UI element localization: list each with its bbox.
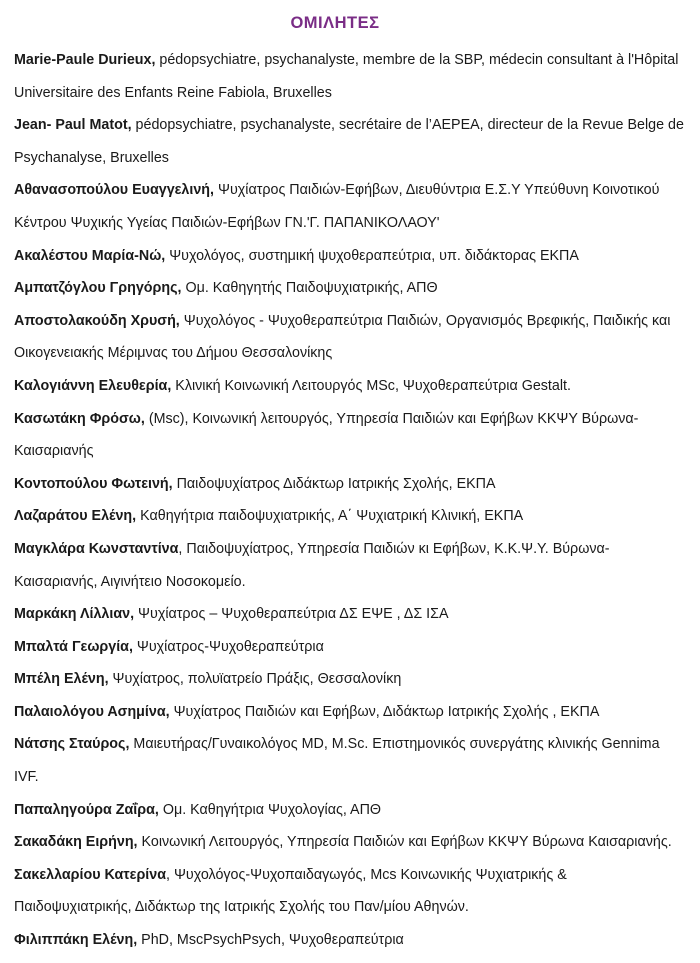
page-title: ΟΜΙΛΗΤΕΣ xyxy=(290,14,380,32)
speaker-entry xyxy=(14,240,686,273)
speaker-name: Σακαδάκη Ειρήνη, xyxy=(14,834,138,851)
speaker-name: Κοντοπούλου Φωτεινή, xyxy=(14,475,173,492)
speaker-description: Παιδοψυχίατρος Διδάκτωρ Ιατρικής Σχολής, ΕΚΠΑ xyxy=(172,475,496,492)
speaker-description: pédopsychiatre, psychanalyste, membre de la SBP, médecin consultant à l'Hôpital Universitaire des Enfants Reine Fabiola, Bruxelles xyxy=(14,52,679,101)
speaker-entry xyxy=(14,370,686,403)
speaker-name: Νάτσης Σταύρος, xyxy=(14,736,130,753)
speaker-entry xyxy=(14,500,686,533)
speaker-description: Ψυχίατρος, πολυϊατρείο Πράξις, Θεσσαλονίκη xyxy=(108,671,402,688)
speaker-name: Σακελλαρίου Κατερίνα xyxy=(14,866,166,883)
speaker-description: Ψυχολόγος, συστημική ψυχοθεραπεύτρια, υπ. διδάκτορας ΕΚΠΑ xyxy=(165,247,579,264)
speaker-name: Φιλιππάκη Ελένη, xyxy=(14,932,138,949)
speaker-description: Ψυχίατρος Παιδιών και Εφήβων, Διδάκτωρ Ιατρικής Σχολής , ΕΚΠΑ xyxy=(169,703,600,720)
speaker-name: Λαζαράτου Ελένη, xyxy=(14,508,137,525)
speaker-description: Ψυχολόγος - Ψυχοθεραπεύτρια Παιδιών, Οργανισμός Βρεφικής, Παιδικής και Οικογενειακής Μέριμνας του Δήμου Θεσσαλονίκης xyxy=(14,312,671,362)
speaker-description: Ψυχίατρος-Ψυχοθεραπεύτρια xyxy=(132,638,324,655)
speaker-name: Αποστολακούδη Χρυσή, xyxy=(14,312,180,329)
speaker-description: PhD, MscPsychPsych, Ψυχοθεραπεύτρια xyxy=(137,932,404,949)
speaker-description: Καθηγήτρια παιδοψυχιατρικής, Α΄ Ψυχιατρική Κλινική, ΕΚΠΑ xyxy=(136,508,524,525)
speaker-name: Παπαληγούρα Ζαΐρα, xyxy=(14,801,159,818)
speaker-entry xyxy=(14,859,686,924)
speaker-entry xyxy=(14,533,686,598)
speaker-name: Μαρκάκη Λίλλιαν, xyxy=(14,606,135,623)
speaker-name: Αθανασοπούλου Ευαγγελινή, xyxy=(14,182,215,199)
speaker-description: , Παιδοψυχίατρος, Υπηρεσία Παιδιών κι Εφήβων, Κ.Κ.Ψ.Υ. Βύρωνα-Καισαριανής, Αιγινήτειο Νοσοκομείο. xyxy=(14,540,610,590)
speaker-description: Κοινωνική Λειτουργός, Υπηρεσία Παιδιών και Εφήβων ΚΚΨΥ Βύρωνα Καισαριανής. xyxy=(137,834,672,851)
speaker-name: Ακαλέστου Μαρία-Νώ, xyxy=(14,247,166,264)
speaker-entry xyxy=(14,663,686,696)
speaker-entry xyxy=(14,109,686,174)
speaker-description: Ψυχίατρος Παιδιών-Εφήβων, Διευθύντρια Ε.Σ.Υ Υπεύθυνη Κοινοτικού Κέντρου Ψυχικής Υγείας Παιδιών-Εφήβων ΓΝ.'Γ. ΠΑΠΑΝΙΚΟΛΑΟΥ' xyxy=(14,182,660,231)
speaker-entry xyxy=(14,728,686,793)
speaker-entry xyxy=(14,696,686,729)
speaker-entry xyxy=(14,631,686,664)
speaker-description: Ομ. Καθηγήτρια Ψυχολογίας, ΑΠΘ xyxy=(158,801,382,818)
speaker-description: , Ψυχολόγος-Ψυχοπαιδαγωγός, Mcs Κοινωνικής Ψυχιατρικής & Παιδοψυχιατρικής, Διδάκτωρ της Ιατρικής Σχολής του Παν/μίου Αθηνών. xyxy=(14,866,567,916)
speaker-name: Αμπατζόγλου Γρηγόρης, xyxy=(14,280,182,297)
speaker-description: pédopsychiatre, psychanalyste, secrétaire de l’AEPEA, directeur de la Revue Belge de Psychanalyse, Bruxelles xyxy=(14,117,684,166)
speaker-entry xyxy=(14,826,686,859)
speaker-entry xyxy=(14,174,686,239)
speaker-entry xyxy=(14,598,686,631)
speaker-name: Κασωτάκη Φρόσω, xyxy=(14,410,145,427)
speaker-name: Καλογιάννη Ελευθερία, xyxy=(14,377,172,394)
speaker-entry xyxy=(14,794,686,827)
speaker-description: Μαιευτήρας/Γυναικολόγος MD, M.Sc. Επιστημονικός συνεργάτης κλινικής Gennima IVF. xyxy=(14,736,660,786)
speaker-description: (Msc), Κοινωνική λειτουργός, Υπηρεσία Παιδιών και Εφήβων ΚΚΨΥ Βύρωνα- Καισαριανής xyxy=(14,410,639,460)
speaker-description: Ομ. Καθηγητής Παιδοψυχιατρικής, ΑΠΘ xyxy=(181,280,438,297)
speaker-entry xyxy=(14,44,686,109)
speaker-name: Jean- Paul Matot, xyxy=(14,117,132,134)
speaker-entry xyxy=(14,468,686,501)
speaker-name: Παλαιολόγου Ασημίνα, xyxy=(14,703,170,720)
speaker-entry xyxy=(14,403,686,468)
speaker-name: Μπέλη Ελένη, xyxy=(14,671,109,688)
speaker-name: Μπαλτά Γεωργία, xyxy=(14,638,133,655)
speakers-list xyxy=(14,44,686,957)
speaker-name: Marie-Paule Durieux, xyxy=(14,52,156,68)
speaker-entry xyxy=(14,924,686,957)
speaker-description: Κλινική Κοινωνική Λειτουργός MSc, Ψυχοθεραπεύτρια Gestalt. xyxy=(171,377,571,394)
speaker-entry xyxy=(14,272,686,305)
speaker-name: Μαγκλάρα Κωνσταντίνα xyxy=(14,540,179,557)
speaker-description: Ψυχίατρος – Ψυχοθεραπεύτρια ΔΣ ΕΨΕ , ΔΣ ΙΣΑ xyxy=(134,606,449,623)
speaker-entry xyxy=(14,305,686,370)
